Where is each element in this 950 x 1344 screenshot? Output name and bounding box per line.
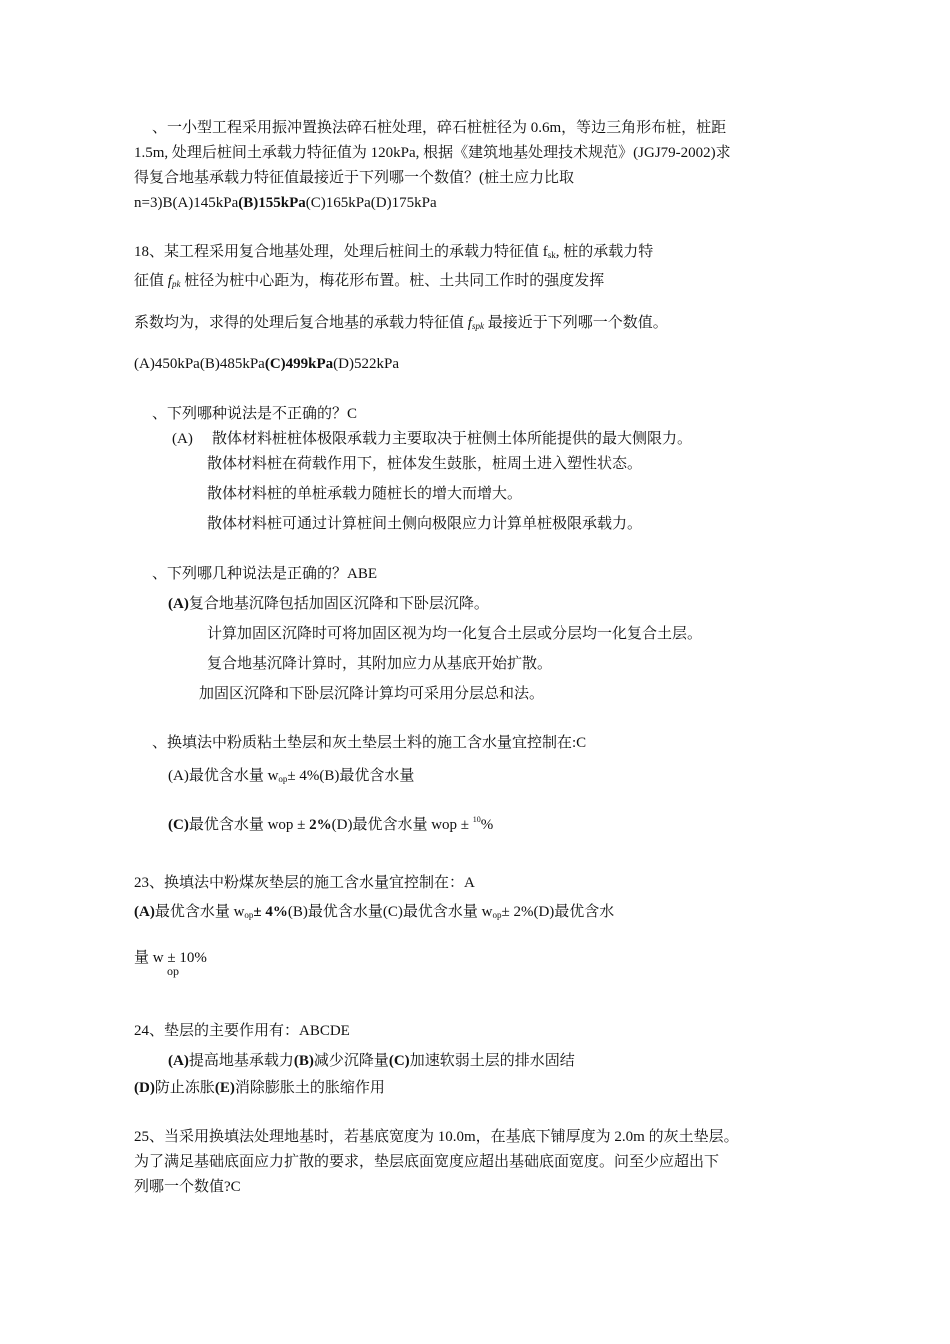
q20-option-a-text: 复合地基沉降包括加固区沉降和下卧层沉降。: [188, 596, 489, 612]
q17-options-suffix: (C)165kPa(D)175kPa: [305, 195, 437, 211]
q18-line-2: [134, 271, 604, 294]
q23-options-line-2: 量 w ± 10%: [134, 950, 207, 966]
q17-line-1: 、一小型工程采用振冲置换法碎石桩处理，碎石桩桩径为 0.6m，等边三角形布桩，桩距: [152, 120, 727, 136]
q18-line-1: [134, 242, 653, 265]
q20-option-b: 计算加固区沉降时可将加固区视为均一化复合土层或分层均一化复合土层。: [207, 626, 703, 642]
q18-line-1-text-end: , 桩的承载力特: [555, 244, 654, 260]
q17-answer-option: (B)155kPa: [238, 195, 306, 211]
q18-options-suffix: (D)522kPa: [333, 356, 399, 372]
q24-option-e-text: 消除膨胀土的胀缩作用: [234, 1080, 385, 1096]
q19-option-a: 散体材料桩桩体极限承载力主要取决于桩侧土体所能提供的最大侧限力。: [212, 431, 693, 447]
q20-option-a-label: (A): [168, 596, 189, 612]
q20-option-d: 加固区沉降和下卧层沉降计算均可采用分层总和法。: [199, 686, 545, 702]
q18-fsk-subscript: sk: [547, 250, 556, 260]
q18-line-3-text-end: 最接近于下列哪一个数值。: [483, 315, 668, 331]
q18-fpk-symbol: f: [167, 273, 172, 289]
q23-wop-subscript-3: op: [167, 964, 179, 978]
q17-line-2: 1.5m, 处理后桩间土承载力特征值为 120kPa, 根据《建筑地基处理技术规范》(JGJ79-2002)求: [134, 145, 731, 161]
q24-option-b-text: 减少沉降量: [313, 1053, 389, 1069]
q23-options-line-1: [134, 902, 614, 925]
q25-line-1: 25、当采用换填法处理地基时，若基底宽度为 10.0m，在基底下铺厚度为 2.0m 的灰土垫层。: [134, 1129, 739, 1145]
q21-options-line-2: [168, 810, 493, 835]
q21-option-d-superscript: 10: [472, 815, 481, 824]
q18-options: [134, 354, 399, 374]
q25-line-2: 为了满足基础底面应力扩散的要求，垫层底面宽度应超出基础底面宽度。问至少应超出下: [134, 1154, 720, 1170]
q21-options-line-1: [168, 766, 414, 789]
q24-option-a-label: (A): [168, 1053, 189, 1069]
q18-answer-option: (C)499kPa: [264, 356, 334, 372]
q24-stem: 24、垫层的主要作用有：ABCDE: [134, 1023, 350, 1039]
q24-option-c-text: 加速软弱土层的排水固结: [409, 1053, 575, 1069]
q24-option-a-text: 提高地基承载力: [188, 1053, 294, 1069]
q19-option-d: 散体材料桩可通过计算桩间土侧向极限应力计算单桩极限承载力。: [207, 516, 643, 532]
q21-option-b-text: ± 4%(B)最优含水量: [287, 768, 415, 784]
q18-fspk-subscript: spk: [471, 321, 484, 331]
q18-fpk-subscript: pk: [171, 279, 181, 289]
q24-option-d-label: (D): [134, 1080, 155, 1096]
q19-option-c: 散体材料桩的单桩承载力随桩长的增大而增大。: [207, 486, 523, 502]
q21-option-c-label: (C): [168, 817, 189, 833]
q21-wop-subscript: op: [278, 774, 288, 784]
q23-stem: 23、换填法中粉煤灰垫层的施工含水量宜控制在：A: [134, 875, 475, 891]
q23-option-a-text: 最优含水量 w: [154, 904, 245, 920]
q20-option-a: [168, 594, 489, 614]
q24-options-line-2: [134, 1078, 385, 1098]
q21-option-d-text: (D)最优含水量 wop ±: [331, 817, 473, 833]
q23-options-bc-text: (B)最优含水量(C)最优含水量 w: [287, 904, 493, 920]
q18-line-2-text: 征值: [134, 273, 168, 289]
q17-options-prefix: n=3)B(A)145kPa: [134, 195, 239, 211]
q20-stem: 、下列哪几种说法是正确的？ABE: [152, 566, 378, 582]
q24-options-line-1: [168, 1051, 575, 1071]
q23-options-cd-text: ± 2%(D)最优含水: [501, 904, 615, 920]
q24-option-b-label: (B): [293, 1053, 314, 1069]
q20-option-c: 复合地基沉降计算时，其附加应力从基底开始扩散。: [207, 656, 553, 672]
q19-stem: 、下列哪种说法是不正确的？C: [152, 406, 358, 422]
q18-fspk-symbol: f: [467, 315, 472, 331]
q21-stem: 、换填法中粉质粘土垫层和灰土垫层土料的施工含水量宜控制在:C: [152, 735, 587, 751]
q23-wop-subscript-1: op: [244, 910, 254, 920]
q18-options-prefix: (A)450kPa(B)485kPa: [134, 356, 265, 372]
q21-option-c-value: 2%: [305, 817, 332, 833]
q24-option-e-label: (E): [214, 1080, 235, 1096]
q18-line-3: [134, 313, 668, 336]
q21-option-a-text: (A)最优含水量 w: [168, 768, 279, 784]
q18-line-2-text-end: 桩径为桩中心距为，梅花形布置。桩、土共同工作时的强度发挥: [180, 273, 605, 289]
q18-line-1-text: 18、某工程采用复合地基处理，处理后桩间土的承载力特征值 f: [134, 244, 548, 260]
q18-line-3-text: 系数均为，求得的处理后复合地基的承载力特征值: [134, 315, 468, 331]
q17-line-3: 得复合地基承载力特征值最接近于下列哪一个数值？(桩土应力比取: [134, 170, 574, 186]
q23-option-a-value: ± 4%: [253, 904, 288, 920]
q25-line-3: 列哪一个数值?C: [134, 1179, 241, 1195]
q17-options: [134, 193, 437, 213]
q23-wop-subscript-2: op: [492, 910, 502, 920]
q24-option-c-label: (C): [388, 1053, 410, 1069]
q24-option-d-text: 防止冻胀: [154, 1080, 215, 1096]
q19-option-b: 散体材料桩在荷载作用下，桩体发生鼓胀，桩周土进入塑性状态。: [207, 456, 643, 472]
q23-option-a-label: (A): [134, 904, 155, 920]
q21-option-c-text: 最优含水量 wop ±: [188, 817, 306, 833]
q21-option-d-percent: %: [480, 817, 494, 833]
q19-option-a-label: (A): [172, 431, 193, 447]
